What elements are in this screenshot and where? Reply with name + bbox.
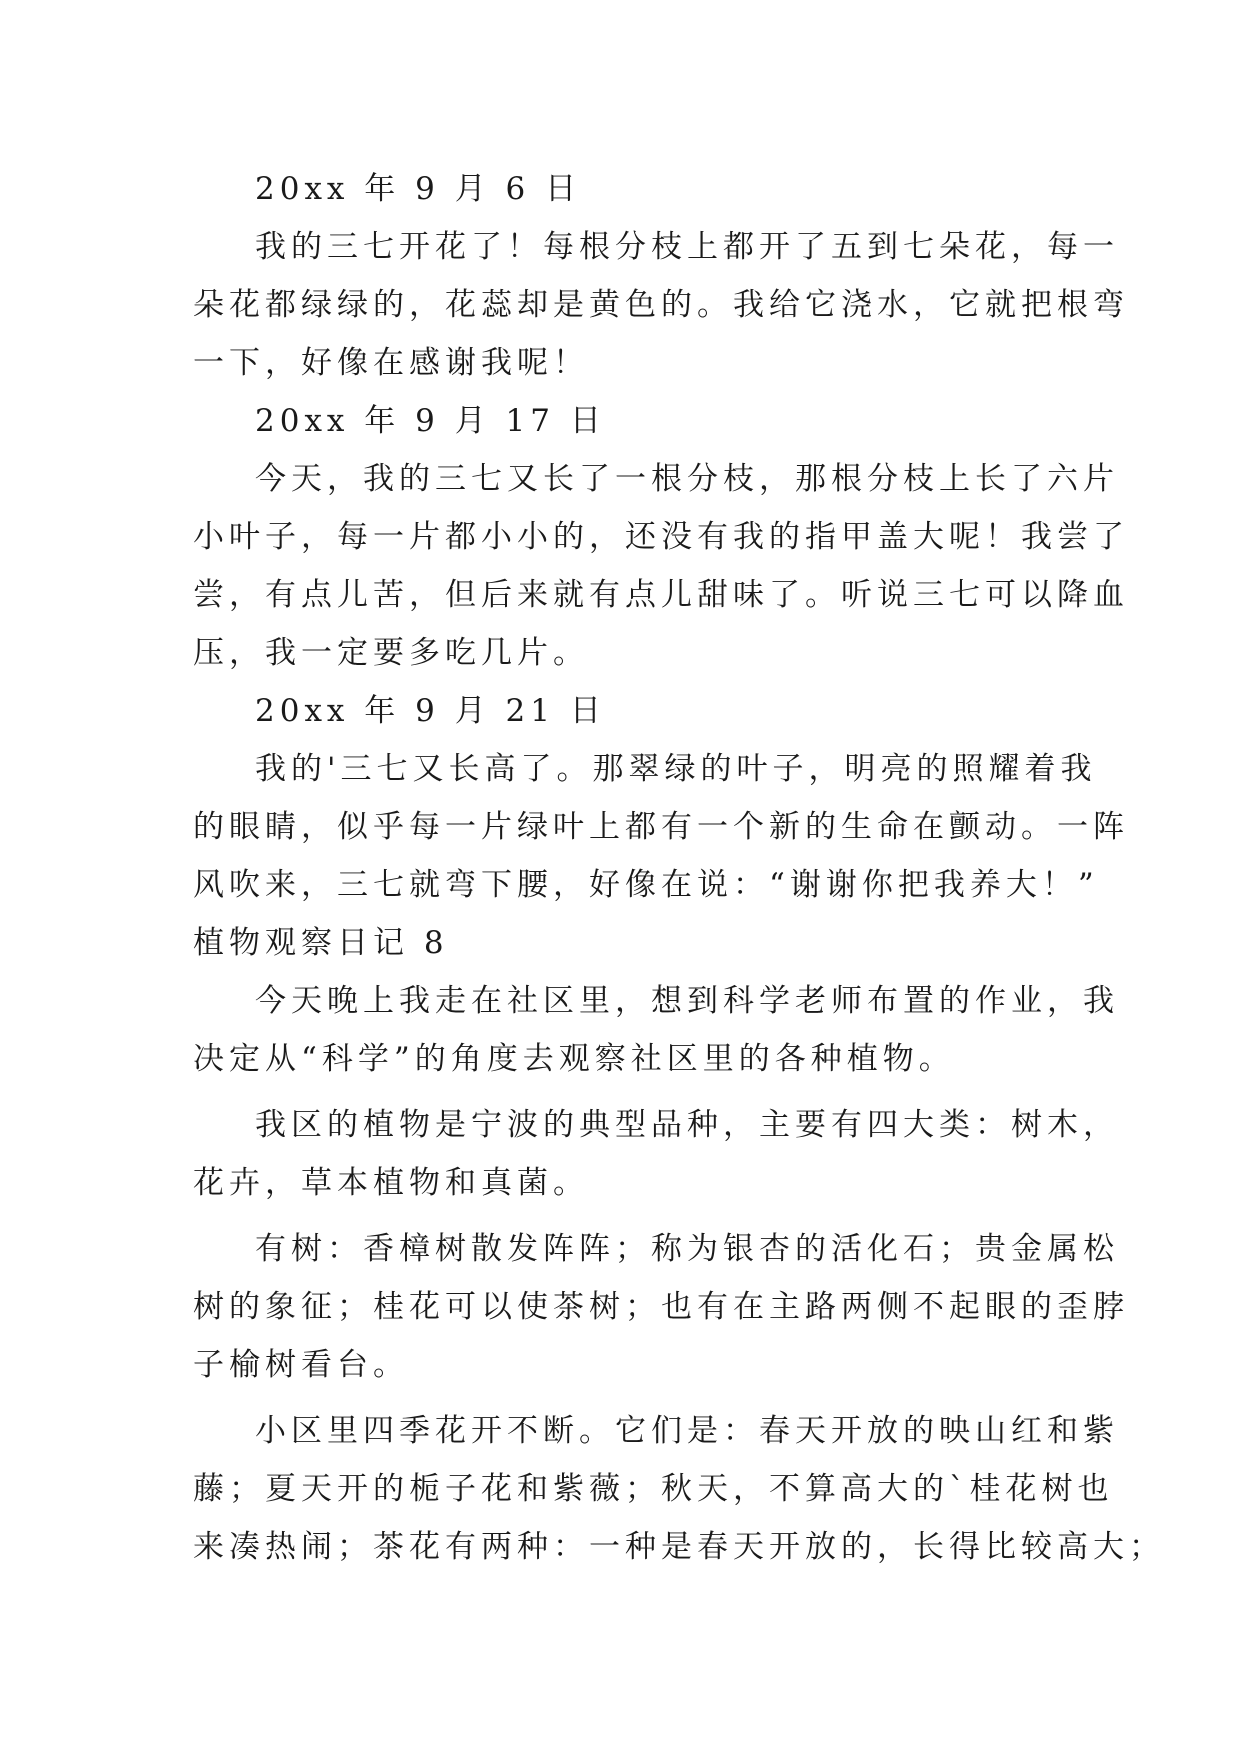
paragraph-line: 风吹来，三七就弯下腰，好像在说：“谢谢你把我养大！” bbox=[193, 867, 1099, 903]
paragraph-line: 决定从“科学”的角度去观察社区里的各种植物。 bbox=[193, 1041, 955, 1077]
document-body bbox=[193, 160, 1165, 1576]
paragraph-line: 尝，有点儿苦，但后来就有点儿甜味了。听说三七可以降血 bbox=[193, 577, 1129, 613]
paragraph-line: 压，我一定要多吃几片。 bbox=[193, 635, 589, 671]
paragraph-line: 树的象征；桂花可以使茶树；也有在主路两侧不起眼的歪脖 bbox=[193, 1289, 1129, 1325]
paragraph-line: 我区的植物是宁波的典型品种，主要有四大类：树木， bbox=[255, 1107, 1119, 1143]
paragraph-line: 我的'三七又长高了。那翠绿的叶子，明亮的照耀着我 bbox=[255, 751, 1097, 787]
diary-date: 20xx 年 9 月 21 日 bbox=[255, 693, 606, 729]
paragraph-line: 今天，我的三七又长了一根分枝，那根分枝上长了六片 bbox=[255, 461, 1119, 497]
paragraph-line: 的眼睛，似乎每一片绿叶上都有一个新的生命在颤动。一阵 bbox=[193, 809, 1129, 845]
paragraph-line: 我的三七开花了！每根分枝上都开了五到七朵花，每一 bbox=[255, 229, 1119, 265]
paragraph-line: 朵花都绿绿的，花蕊却是黄色的。我给它浇水，它就把根弯 bbox=[193, 287, 1129, 323]
paragraph-line: 有树：香樟树散发阵阵；称为银杏的活化石；贵金属松 bbox=[255, 1231, 1119, 1267]
paragraph-line: 花卉，草本植物和真菌。 bbox=[193, 1165, 589, 1201]
diary-date: 20xx 年 9 月 17 日 bbox=[255, 403, 606, 439]
section-title: 植物观察日记 8 bbox=[193, 925, 449, 961]
paragraph-line: 一下，好像在感谢我呢！ bbox=[193, 345, 589, 381]
paragraph-line: 来凑热闹；茶花有两种：一种是春天开放的，长得比较高大； bbox=[193, 1529, 1165, 1565]
paragraph-line: 藤；夏天开的栀子花和紫薇；秋天，不算高大的`桂花树也 bbox=[193, 1471, 1114, 1507]
paragraph-line: 子榆树看台。 bbox=[193, 1347, 409, 1383]
paragraph-line: 今天晚上我走在社区里，想到科学老师布置的作业，我 bbox=[255, 983, 1119, 1019]
diary-date: 20xx 年 9 月 6 日 bbox=[255, 171, 582, 207]
paragraph-line: 小区里四季花开不断。它们是：春天开放的映山红和紫 bbox=[255, 1413, 1119, 1449]
paragraph-line: 小叶子，每一片都小小的，还没有我的指甲盖大呢！我尝了 bbox=[193, 519, 1129, 555]
